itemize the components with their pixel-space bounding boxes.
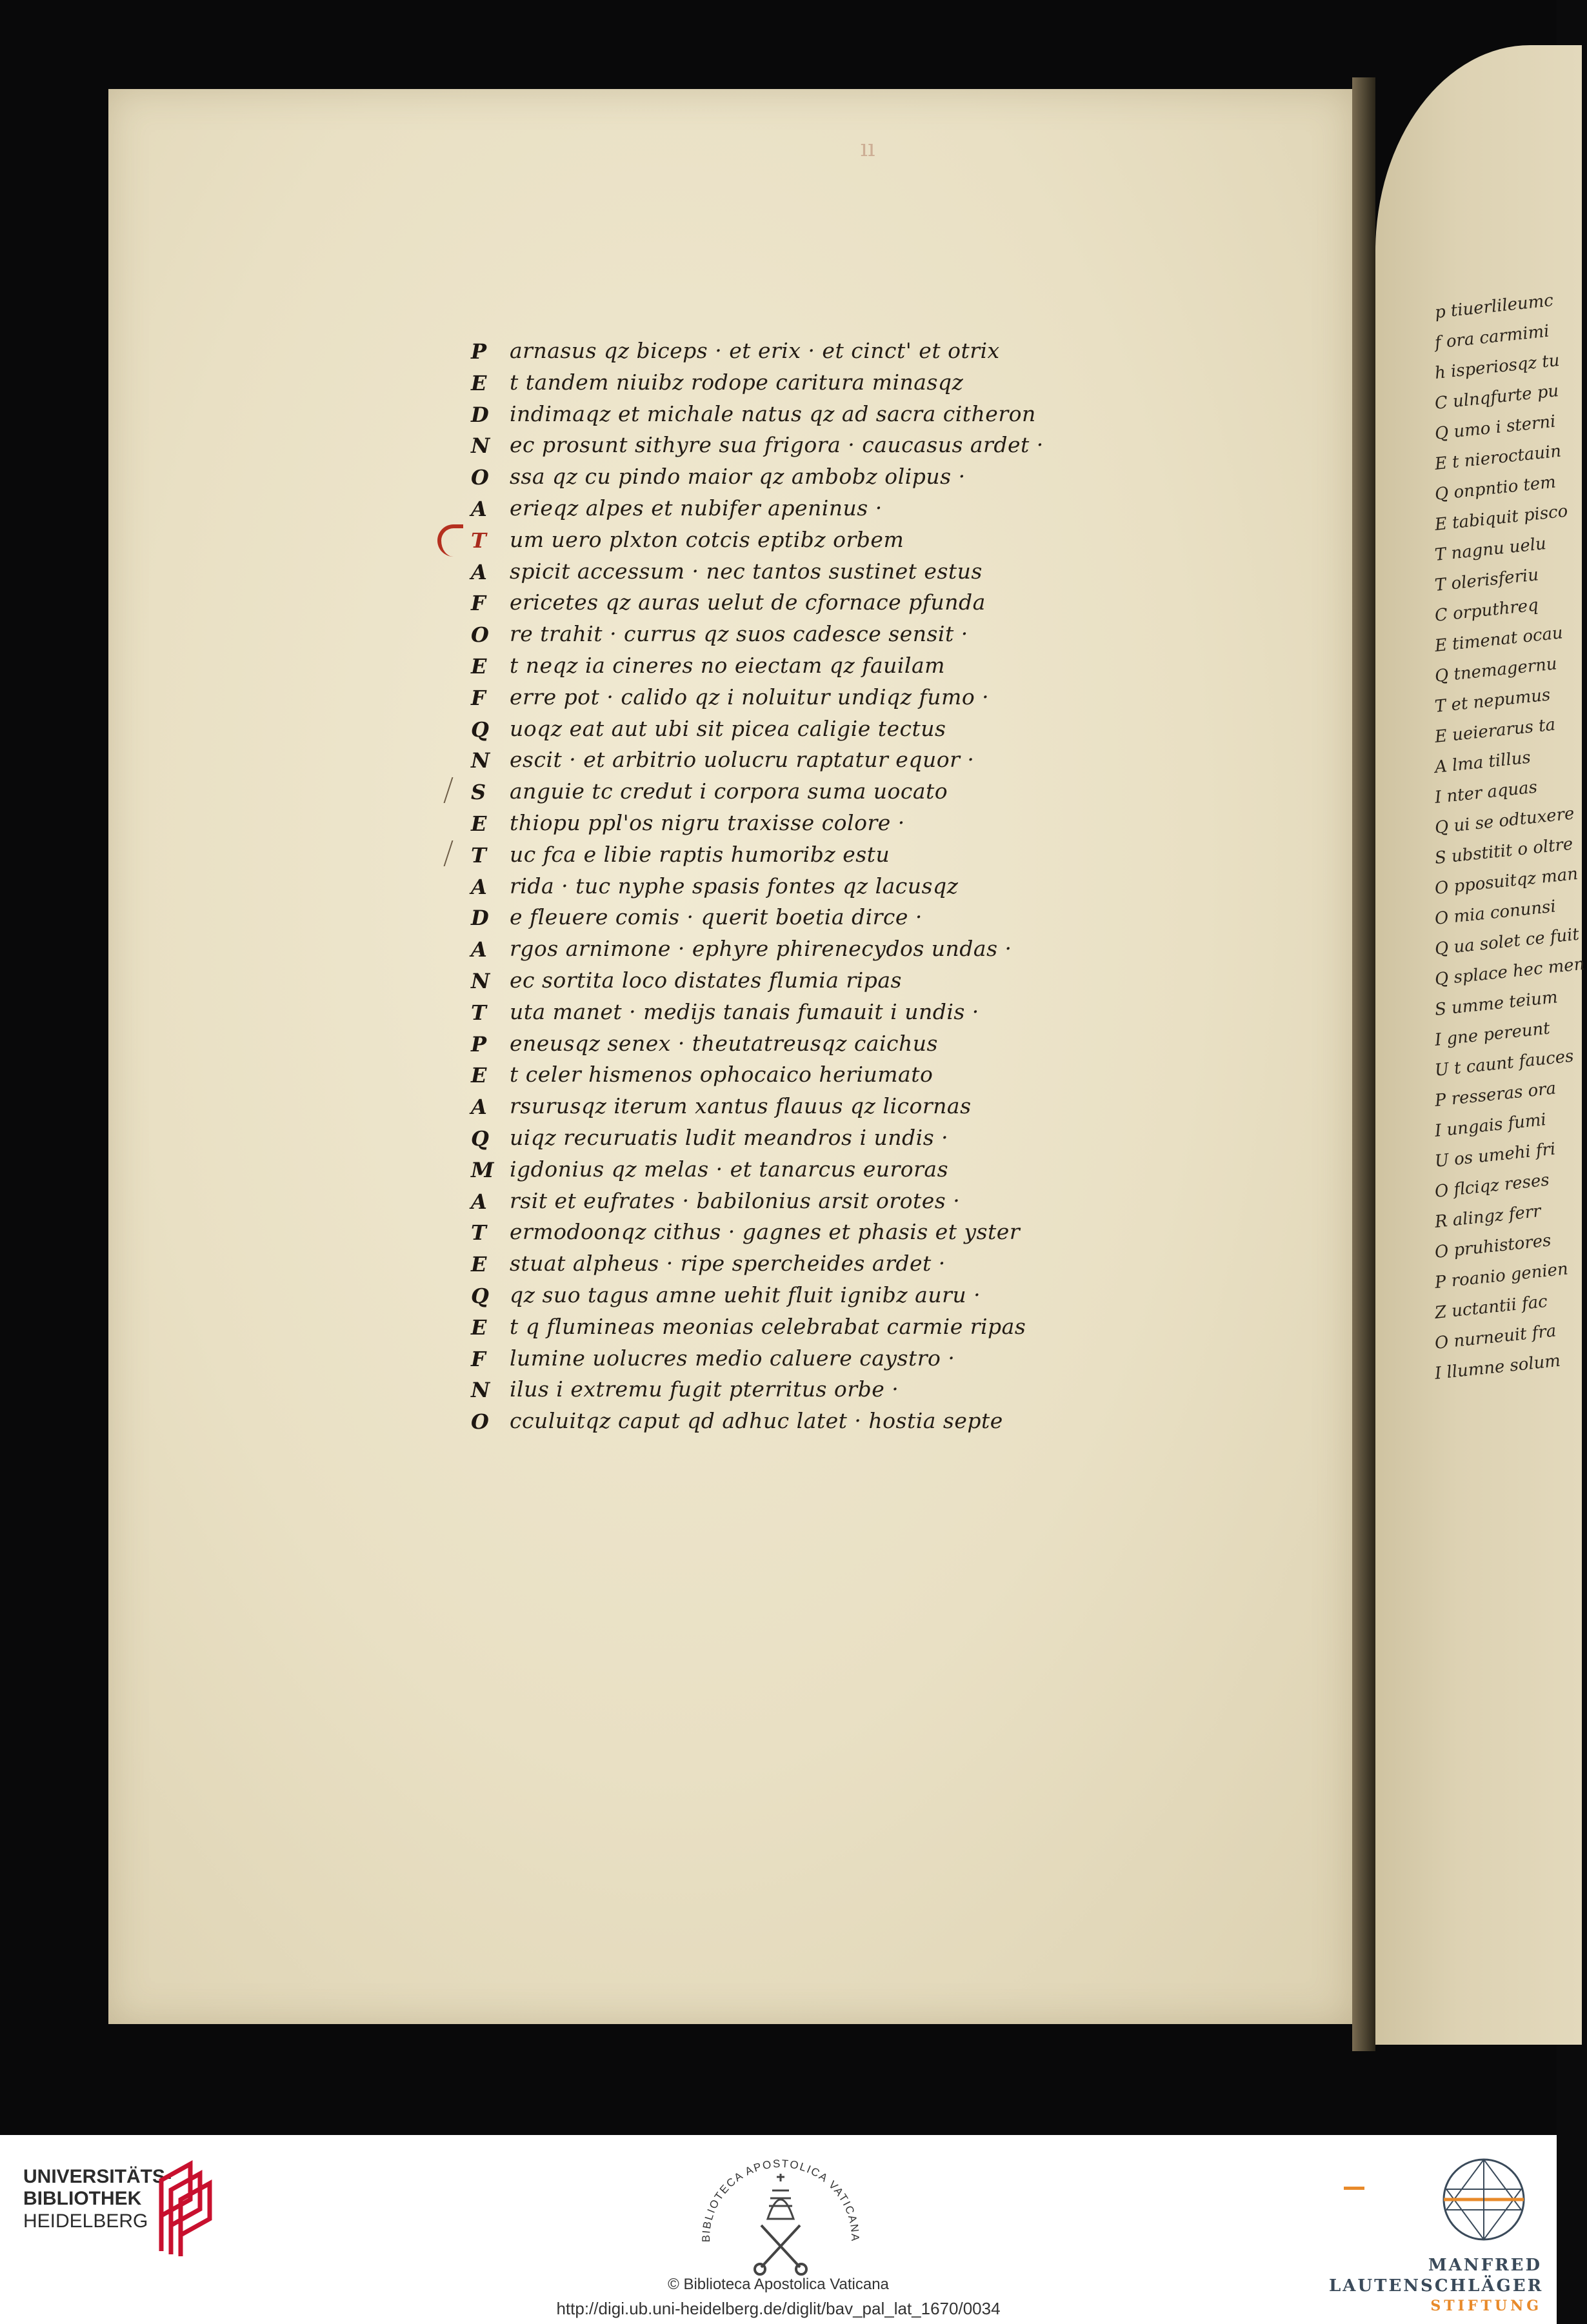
facing-line: U t caunt fauces	[1433, 1046, 1575, 1080]
verse-text: t q flumineas meonias celebrabat carmie ripas	[510, 1313, 1026, 1339]
verse-initial: A	[471, 559, 487, 584]
ub-heidelberg-logo[interactable]	[23, 2166, 172, 2233]
verse-initial: A	[471, 937, 487, 962]
verse-initial: F	[471, 685, 486, 710]
verse-initial: E	[471, 1063, 487, 1088]
verse-text: cculuitqz caput qd adhuc latet · hostia septe	[510, 1408, 1003, 1434]
facing-line: Q ua solet ce fuit	[1433, 924, 1581, 959]
verse-initial: A	[471, 1189, 487, 1214]
verse-line	[471, 650, 1193, 682]
ub-name-line-2: BIBLIOTHEK	[23, 2188, 142, 2209]
crossed-keys-icon	[755, 2225, 806, 2274]
verse-text: eneusqz senex · theutatreusqz caichus	[510, 1030, 938, 1056]
facing-line: I ungais fumi	[1433, 1109, 1548, 1141]
verse-text: anguie tc credut i corpora suma uocato	[510, 779, 948, 804]
permalink-url[interactable]: http://digi.ub.uni-heidelberg.de/diglit/bav_pal_lat_1670/0034	[556, 2299, 1001, 2318]
verse-line	[471, 430, 1193, 461]
verse-initial: T	[471, 1220, 486, 1246]
mls-line-3: STIFTUNG	[1430, 2298, 1542, 2314]
facing-line: I nter aquas	[1433, 777, 1539, 808]
verse-initial: Q	[471, 1283, 489, 1308]
verse-line	[471, 335, 1193, 367]
facing-line: E timenat ocau	[1433, 623, 1564, 656]
verse-text: igdonius qz melas · et tanarcus euroras	[510, 1156, 948, 1182]
facing-line: S ubstitit o oltre	[1433, 834, 1574, 868]
ub-name-line-3: HEIDELBERG	[23, 2210, 148, 2232]
verse-text: erieqz alpes et nubifer apeninus ·	[510, 495, 883, 521]
facing-line: Q ui se odtuxere	[1433, 804, 1575, 838]
facing-line: U os umehi fri	[1433, 1139, 1557, 1171]
facing-line: E tabiquit pisco	[1433, 501, 1569, 535]
verse-initial: T	[471, 842, 486, 868]
orange-dash-mark	[1344, 2187, 1364, 2190]
facing-line: T et nepumus	[1433, 685, 1552, 717]
verse-line	[471, 933, 1193, 965]
verse-line	[471, 839, 1193, 871]
verse-text: ilus i extremu fugit pterritus orbe ·	[510, 1376, 899, 1402]
verse-line	[471, 871, 1193, 902]
facing-line: P roanio genien	[1433, 1259, 1570, 1293]
facing-line: S umme teium	[1433, 988, 1559, 1020]
copyright-notice: © Biblioteca Apostolica Vaticana	[668, 2276, 889, 2293]
verse-initial: S	[471, 780, 486, 805]
verse-text: rsurusqz iterum xantus flauus qz licornas	[510, 1093, 972, 1119]
verse-line	[471, 556, 1193, 588]
verse-line	[471, 1217, 1193, 1248]
verse-initial: A	[471, 874, 487, 899]
verse-line	[471, 587, 1193, 619]
verse-text: t celer hismenos ophocaico heriumato	[510, 1062, 933, 1088]
facing-line: p tiuerlileumc	[1433, 290, 1555, 323]
verse-text: t tandem niuibz rodope caritura minasqz	[510, 369, 964, 395]
facing-page-text	[1433, 290, 1586, 1395]
verse-text: um uero plxton cotcis eptibz orbem	[510, 526, 904, 552]
papal-tiara-icon	[768, 2174, 794, 2219]
facing-line: T olerisferiu	[1433, 565, 1540, 595]
verse-initial: E	[471, 370, 487, 395]
verse-text: ec prosunt sithyre sua frigora · caucasus ardet ·	[510, 432, 1044, 458]
facing-line: R alingz ferr	[1433, 1201, 1542, 1232]
facing-line: I gne pereunt	[1433, 1018, 1552, 1050]
verse-line	[471, 1122, 1193, 1154]
verse-initial: T	[471, 528, 486, 553]
verse-line	[471, 997, 1193, 1028]
verse-initial: N	[471, 433, 490, 459]
facing-line: I llumne solum	[1433, 1351, 1562, 1384]
verse-initial: F	[471, 591, 486, 616]
verse-line	[471, 1343, 1193, 1375]
verse-line	[471, 524, 1193, 556]
verse-line	[471, 776, 1193, 808]
facing-line: h isperiosqz tu	[1433, 350, 1561, 383]
verse-initial: P	[471, 1031, 487, 1057]
verse-text: uc fca e libie raptis humoribz estu	[510, 841, 890, 867]
verse-line	[471, 619, 1193, 650]
verse-line	[471, 965, 1193, 997]
verse-initial: O	[471, 622, 489, 648]
ub-name-line-1: UNIVERSITÄTS-	[23, 2166, 172, 2187]
verse-initial: N	[471, 968, 490, 993]
verse-initial: E	[471, 653, 487, 679]
verse-initial: P	[471, 339, 487, 364]
folio-mark: ıı	[860, 135, 875, 162]
verse-line	[471, 1374, 1193, 1405]
facing-line: C orputhreq	[1433, 595, 1540, 626]
verse-line	[471, 713, 1193, 745]
verse-text: thiopu ppl'os nigru traxisse colore ·	[510, 809, 905, 835]
facing-line: Q splace hec men	[1433, 954, 1586, 989]
facing-line: T nagnu uelu	[1433, 533, 1548, 565]
verse-initial: T	[471, 1000, 486, 1025]
facing-line: f ora carmimi	[1433, 321, 1550, 353]
verse-initial: O	[471, 465, 489, 490]
facing-line: O pruhistores	[1433, 1231, 1552, 1262]
verse-text: erre pot · calido qz i noluitur undiqz fumo ·	[510, 684, 990, 710]
verse-initial: E	[471, 1315, 487, 1340]
verse-line	[471, 399, 1193, 430]
verse-line	[471, 461, 1193, 493]
verse-text: e fleuere comis · querit boetia dirce ·	[510, 904, 923, 930]
verse-text: t neqz ia cineres no eiectam qz fauilam	[510, 652, 945, 678]
verse-text: ssa qz cu pindo maior qz ambobz olipus ·	[510, 464, 966, 490]
facing-line: O nurneuit fra	[1433, 1321, 1557, 1353]
facing-line: Q onpntio tem	[1433, 472, 1557, 504]
verse-text: rgos arnimone · ephyre phirenecydos undas ·	[510, 936, 1012, 962]
verse-line	[471, 1311, 1193, 1343]
verse-line	[471, 808, 1193, 839]
facing-line: Q tnemagernu	[1433, 654, 1558, 686]
verse-initial: E	[471, 811, 487, 836]
verse-text: indimaqz et michale natus qz ad sacra citheron	[510, 401, 1036, 426]
verse-text: ec sortita loco distates flumia ripas	[510, 967, 902, 993]
verse-initial: M	[471, 1157, 494, 1182]
verse-initial: D	[471, 402, 489, 427]
verse-line	[471, 1028, 1193, 1060]
verse-text: ermodoonqz cithus · gagnes et phasis et yster	[510, 1219, 1021, 1245]
verse-initial: A	[471, 1095, 487, 1120]
lautenschlaeger-emblem-icon	[1432, 2148, 1535, 2251]
bav-emblem-text: BIBLIOTECA APOSTOLICA VATICANA	[699, 2157, 862, 2243]
facing-line: O pposuitqz man	[1433, 864, 1579, 899]
verse-line	[471, 1405, 1193, 1437]
verse-text: stuat alpheus · ripe spercheides ardet ·	[510, 1251, 946, 1276]
verse-text: uta manet · medijs tanais fumauit i undis ·	[510, 998, 979, 1024]
facing-line: A lma tillus	[1433, 748, 1532, 777]
verse-initial: N	[471, 1378, 490, 1403]
verse-text: lumine uolucres medio caluere caystro ·	[510, 1345, 955, 1371]
mls-line-2: LAUTENSCHLÄGER	[1329, 2276, 1544, 2296]
verse-line	[471, 367, 1193, 399]
mls-line-1: MANFRED	[1428, 2256, 1542, 2275]
verse-initial: Q	[471, 1126, 489, 1151]
facing-line: O flciqz reses	[1433, 1170, 1550, 1202]
facing-line: E ueierarus ta	[1433, 715, 1557, 747]
verse-text: arnasus qz biceps · et erix · et cinct' et otrix	[510, 338, 1000, 363]
verse-line	[471, 1091, 1193, 1122]
verse-initial: D	[471, 906, 489, 931]
facing-line: E t nieroctauin	[1433, 441, 1562, 474]
facing-line: P resseras ora	[1433, 1078, 1557, 1111]
verse-text: qz suo tagus amne uehit fluit ignibz auru ·	[510, 1282, 981, 1307]
verse-text: uoqz eat aut ubi sit picea caligie tectus	[510, 715, 946, 741]
ub-book-icon	[155, 2161, 213, 2258]
verse-text: re trahit · currus qz suos cadesce sensit ·	[510, 621, 968, 647]
verse-text: ericetes qz auras uelut de cfornace pfunda	[510, 590, 986, 615]
page-gutter	[1352, 77, 1375, 2051]
verse-line	[471, 1248, 1193, 1280]
verse-line	[471, 744, 1193, 776]
verse-text: escit · et arbitrio uolucru raptatur equor ·	[510, 747, 975, 773]
verse-initial: O	[471, 1409, 489, 1435]
verse-text: spicit accessum · nec tantos sustinet estus	[510, 558, 983, 584]
verse-text: uiqz recuruatis ludit meandros i undis ·	[510, 1124, 949, 1150]
facing-line: O mia conunsi	[1433, 897, 1557, 929]
verse-line	[471, 682, 1193, 713]
footer-bar	[0, 2135, 1557, 2324]
verse-line	[471, 1280, 1193, 1311]
verse-initial: E	[471, 1252, 487, 1277]
verse-text: rsit et eufrates · babilonius arsit orotes ·	[510, 1187, 961, 1213]
verse-line	[471, 1059, 1193, 1091]
vatican-library-emblem[interactable]	[690, 2141, 871, 2283]
facing-line: Q umo i sterni	[1433, 412, 1557, 444]
verse-line	[471, 1154, 1193, 1186]
verse-text: rida · tuc nyphe spasis fontes qz lacusqz	[510, 873, 959, 899]
verse-text-block	[471, 335, 1193, 1437]
verse-initial: A	[471, 496, 487, 521]
verse-line	[471, 493, 1193, 524]
verse-initial: Q	[471, 717, 489, 742]
verse-initial: N	[471, 748, 490, 773]
verse-initial: F	[471, 1346, 486, 1371]
rubric-mark	[437, 524, 463, 557]
facing-line: Z uctantii fac	[1433, 1291, 1549, 1323]
verse-line	[471, 1186, 1193, 1217]
lautenschlaeger-wordmark[interactable]	[1329, 2255, 1542, 2316]
verse-line	[471, 902, 1193, 933]
facing-line: C ulnqfurte pu	[1433, 381, 1560, 413]
